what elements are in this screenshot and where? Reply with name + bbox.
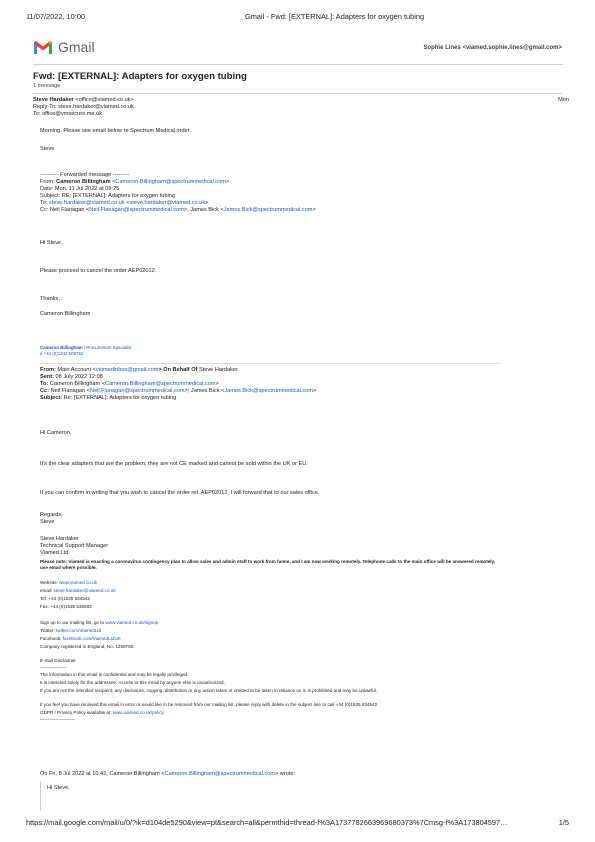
- quote-divider: [40, 363, 500, 364]
- steve-sig-role: Technical Support Manager: [40, 543, 109, 549]
- fwd-cc-email-link[interactable]: Neil.Flanagan@spectrummedical.com: [89, 207, 184, 213]
- fwd-cc: Cc: Neil Flanagan <Neil.Flanagan@spectrummedical.com>, James Bick <James.Bick@spectrummedical.com>: [40, 207, 316, 213]
- quoted-from: From: Main Account <viamedinbox@gmail.com> On Behalf Of Steve Hardaker: [40, 367, 238, 373]
- steve-body-1: It's the clear adapters that are the problem; they are not CE marked and cannot be sold within the UK or EU.: [40, 461, 308, 467]
- privacy-link[interactable]: www.viamed.co.uk/policy: [112, 710, 164, 715]
- twitter-link[interactable]: twitter.com/ViamedLtd: [56, 628, 102, 633]
- account-label: Sophie Lines <viamed.sophie.lines@gmail.com>: [423, 45, 562, 51]
- disclaimer-dashes: -----------------: [40, 665, 67, 670]
- steve-regards: Regards,: [40, 512, 63, 518]
- cam-name: Cameron Billingham: [40, 311, 91, 317]
- website-link[interactable]: www.viamed.co.uk: [59, 580, 98, 585]
- fax-line: Fax: +44 (0)1535 635582: [40, 604, 92, 609]
- print-title: Gmail - Fwd: [EXTERNAL]: Adapters for oxygen tubing: [245, 12, 425, 21]
- privacy-line: GDPR / Privacy Policy available at: www.viamed.co.uk/policy: [40, 710, 164, 715]
- message-count: 1 message: [33, 83, 61, 89]
- quoted-sent: Sent: 08 July 2022 12:08: [40, 374, 103, 380]
- gmail-logo[interactable]: [33, 38, 95, 56]
- email-link[interactable]: steve.hardaker@viamed.co.uk: [53, 588, 116, 593]
- quoted-to: To: Cameron Billingham <Cameron.Billingham@spectrummedical.com>: [40, 381, 219, 387]
- steve-sign: Steve: [40, 519, 55, 525]
- quoted-to-email-link[interactable]: Cameron.Billingham@spectrummedical.com: [105, 381, 216, 387]
- to-line: To: office@vmsecure.me.uk: [33, 111, 102, 117]
- facebook-line: Facebook: facebook.com/ViamedLtdUK: [40, 636, 121, 641]
- divider: [33, 64, 563, 65]
- body-sign: Steve: [40, 146, 55, 152]
- fwd-from-name: Cameron Billingham: [56, 179, 111, 185]
- facebook-link[interactable]: facebook.com/ViamedLtdUK: [62, 636, 121, 641]
- message-date: Mon: [558, 97, 569, 103]
- quote-bar: [40, 781, 41, 811]
- fwd-subject: Subject: RE: [EXTERNAL]: Adapters for oxygen tubing: [40, 193, 175, 199]
- thread-subject: Fwd: [EXTERNAL]: Adapters for oxygen tubing: [33, 71, 247, 82]
- quoted-cc-email-link[interactable]: Neil.Flanagan@spectrummedical.com: [89, 388, 185, 394]
- disclaimer-line: The information in this email is confidential and may be legally privileged.: [40, 672, 189, 677]
- body-intro: Morning. Please see email below re Spectrum Medical order.: [40, 128, 191, 134]
- fwd-from: From: Cameron Billingham <Cameron.Billingham@spectrummedical.com>: [40, 179, 230, 185]
- cam-signature: Cameron Billingham | Procurement Specialist: [40, 345, 132, 350]
- gmail-wordmark: Gmail: [58, 39, 95, 55]
- twitter-line: Twitter: twitter.com/ViamedLtd: [40, 628, 102, 633]
- quoted-subject: Subject: Re: [EXTERNAL]: Adapters for oxygen tubing: [40, 395, 177, 401]
- disclaimer-title: E-mail Disclaimer: [40, 658, 76, 663]
- forwarded-marker: ---------- Forwarded message ---------: [40, 172, 130, 178]
- gmail-m-icon: [33, 40, 53, 55]
- fwd-to-email-link[interactable]: steve.hardaker@viamed.co.uk: [49, 200, 125, 206]
- disclaimer-dashes: -----------------------: [40, 717, 76, 722]
- disclaimer-line: If you are not the intended recipient, any disclosure, copying, distribution or any action taken or omitted to be taken in reliance on it, is prohibited and may be unlawful.: [40, 688, 378, 693]
- mailing-list-link[interactable]: www.viamed.co.uk/signup: [105, 620, 159, 625]
- company-reg: Company registered in England, No. 1259785.: [40, 644, 135, 649]
- disclaimer-line: It is intended solely for the addressee. Access to this email by anyone else is unauthorized.: [40, 680, 225, 685]
- fwd-cc-email-link[interactable]: James.Bick@spectrummedical.com: [223, 207, 313, 213]
- sender-email: <office@viamed.co.uk>: [75, 97, 134, 103]
- cam-greeting: Hi Steve,: [40, 240, 63, 246]
- divider: [33, 93, 563, 94]
- print-footer-url: https://mail.google.com/mail/u/0/?ik=d104de5290&view=pt&search=all&permthid=thread-f%3A1737782663969680373%7Cmsg-f%3A173804597…: [26, 818, 508, 827]
- quoted-cc: Cc: Neil Flanagan <Neil.Flanagan@spectrummedical.com>; James Bick <James.Bick@spectrummedical.com>: [40, 388, 317, 394]
- mailing-list-line: Sign up to our mailing list, go to www.viamed.co.uk/signup: [40, 620, 159, 625]
- steve-greeting: Hi Cameron,: [40, 430, 72, 436]
- cam-signature-phone: d +44 (0)1242 509762: [40, 351, 84, 356]
- print-page-number: 1/5: [558, 818, 569, 827]
- covid-notice-2: use email where possible.: [40, 565, 97, 570]
- quote-attribution: On Fri, 8 Jul 2022 at 10:42, Cameron Billingham <Cameron.Billingham@spectrummedical.com> wrote:: [40, 771, 296, 777]
- covid-notice: Please note: Viamed is enacting a coronavirus contingency plan to allow sales and admin staff to work from home, and I am now working remotely. Telephone calls to the main office will be answered remotely,: [40, 559, 496, 564]
- quoted-from-email-link[interactable]: viamedinbox@gmail.com: [95, 367, 159, 373]
- fwd-to: To: steve.hardaker@viamed.co.uk <steve.hardaker@viamed.co.uk>: [40, 200, 209, 206]
- sender-name: Steve Hardaker: [33, 97, 74, 103]
- fwd-to-email-link[interactable]: steve.hardaker@viamed.co.uk: [129, 200, 206, 206]
- reply-to: Reply-To: steve.hardaker@viamed.co.uk: [33, 104, 134, 110]
- cam-body: Please proceed to cancel the order AEP02012.: [40, 268, 157, 274]
- fwd-from-email-link[interactable]: Cameron.Billingham@spectrummedical.com: [115, 179, 226, 185]
- cam-thanks: Thanks,: [40, 296, 60, 302]
- steve-sig-name: Steve Hardaker: [40, 536, 79, 542]
- disclaimer-line: If you feel you have received this email in error or would like to be removed from our mailing list, please reply with delete in the subject line or call +44 (0)1535 634542: [40, 702, 378, 707]
- tel-line: Tel: +44 (0)1535 634542: [40, 596, 90, 601]
- quoted-cc-email-link[interactable]: James.Bick@spectrummedical.com: [224, 388, 314, 394]
- fwd-date: Date: Mon, 11 Jul 2022 at 09:25: [40, 186, 120, 192]
- website-line: Website: www.viamed.co.uk: [40, 580, 98, 585]
- steve-sig-company: Viamed Ltd.: [40, 550, 70, 556]
- steve-body-2: If you can confirm in writing that you wish to cancel the order ref. AEP02012, I will forward that to our sales office.: [40, 490, 320, 496]
- quote-email-link[interactable]: Cameron.Billingham@spectrummedical.com: [164, 771, 275, 777]
- quote-greeting: Hi Steve,: [47, 785, 70, 791]
- email-line: email: steve.hardaker@viamed.co.uk: [40, 588, 116, 593]
- print-datetime: 11/07/2022, 10:00: [26, 12, 86, 21]
